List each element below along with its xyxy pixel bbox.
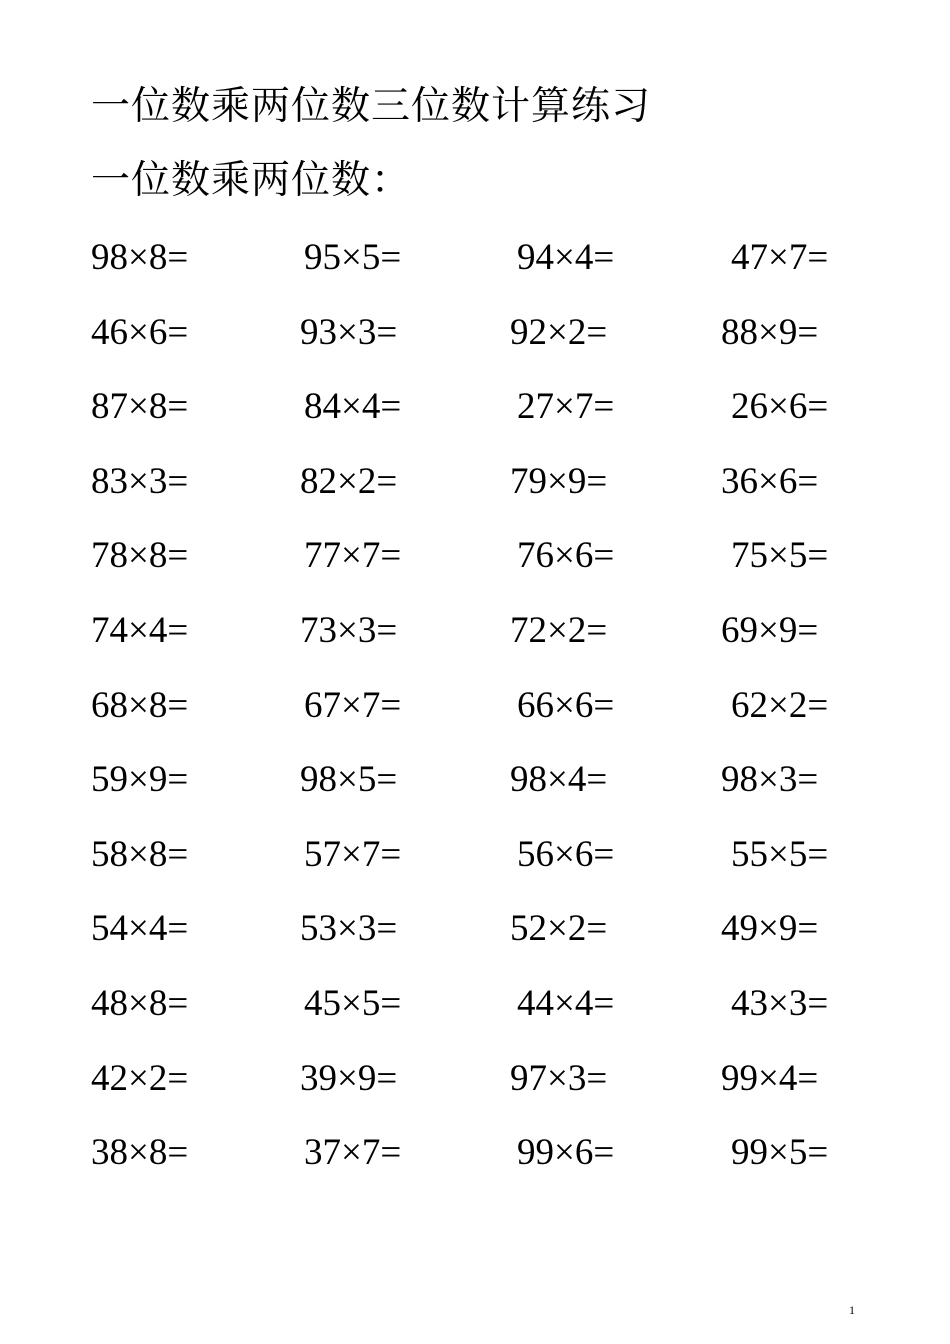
problem-item: 99×5= bbox=[731, 1132, 829, 1174]
problem-item: 98×3= bbox=[721, 759, 819, 801]
problem-item: 79×9= bbox=[510, 460, 608, 502]
problem-item: 76×6= bbox=[517, 535, 615, 577]
problem-item: 47×7= bbox=[731, 237, 829, 278]
problem-item: 58×8= bbox=[91, 833, 189, 875]
problem-item: 55×5= bbox=[731, 833, 829, 875]
problem-item: 75×5= bbox=[731, 535, 829, 577]
problem-item: 99×6= bbox=[517, 1132, 615, 1174]
problem-item: 83×3= bbox=[91, 460, 189, 502]
problem-item: 98×8= bbox=[91, 237, 189, 278]
problem-item: 38×8= bbox=[91, 1132, 189, 1174]
problem-item: 43×3= bbox=[731, 983, 829, 1024]
problem-item: 94×4= bbox=[517, 237, 615, 278]
problem-item: 98×4= bbox=[510, 759, 608, 801]
problem-item: 56×6= bbox=[517, 833, 615, 875]
problem-item: 42×2= bbox=[91, 1057, 189, 1099]
problem-item: 78×8= bbox=[91, 535, 189, 577]
problem-item: 99×4= bbox=[721, 1057, 819, 1099]
problem-item: 92×2= bbox=[510, 311, 608, 353]
problem-item: 53×3= bbox=[300, 908, 398, 950]
problem-item: 36×6= bbox=[721, 460, 819, 502]
problem-item: 66×6= bbox=[517, 684, 615, 726]
problem-item: 62×2= bbox=[731, 684, 829, 726]
problem-item: 74×4= bbox=[91, 610, 189, 651]
problem-item: 68×8= bbox=[91, 684, 189, 726]
problem-item: 54×4= bbox=[91, 908, 189, 950]
problem-item: 82×2= bbox=[300, 460, 398, 502]
problem-item: 37×7= bbox=[304, 1132, 402, 1174]
problem-item: 73×3= bbox=[300, 610, 398, 651]
problem-item: 69×9= bbox=[721, 610, 819, 651]
problem-item: 39×9= bbox=[300, 1057, 398, 1099]
problem-item: 48×8= bbox=[91, 983, 189, 1024]
problem-item: 72×2= bbox=[510, 610, 608, 651]
problem-item: 95×5= bbox=[304, 237, 402, 278]
problem-item: 87×8= bbox=[91, 386, 189, 428]
problem-item: 49×9= bbox=[721, 908, 819, 950]
problem-item: 93×3= bbox=[300, 311, 398, 353]
page-title: 一位数乘两位数三位数计算练习 bbox=[91, 84, 652, 129]
problem-item: 44×4= bbox=[517, 983, 615, 1024]
problem-item: 26×6= bbox=[731, 386, 829, 428]
problem-item: 77×7= bbox=[304, 535, 402, 577]
problem-item: 59×9= bbox=[91, 759, 189, 801]
section-title: 一位数乘两位数： bbox=[91, 158, 412, 203]
problem-item: 88×9= bbox=[721, 311, 819, 353]
problem-item: 27×7= bbox=[517, 386, 615, 428]
problem-item: 98×5= bbox=[300, 759, 398, 801]
problem-item: 67×7= bbox=[304, 684, 402, 726]
page-number: 1 bbox=[849, 1303, 855, 1317]
problem-item: 45×5= bbox=[304, 983, 402, 1024]
problem-item: 57×7= bbox=[304, 833, 402, 875]
problem-item: 84×4= bbox=[304, 386, 402, 428]
problem-item: 52×2= bbox=[510, 908, 608, 950]
problem-item: 97×3= bbox=[510, 1057, 608, 1099]
problem-item: 46×6= bbox=[91, 311, 189, 353]
